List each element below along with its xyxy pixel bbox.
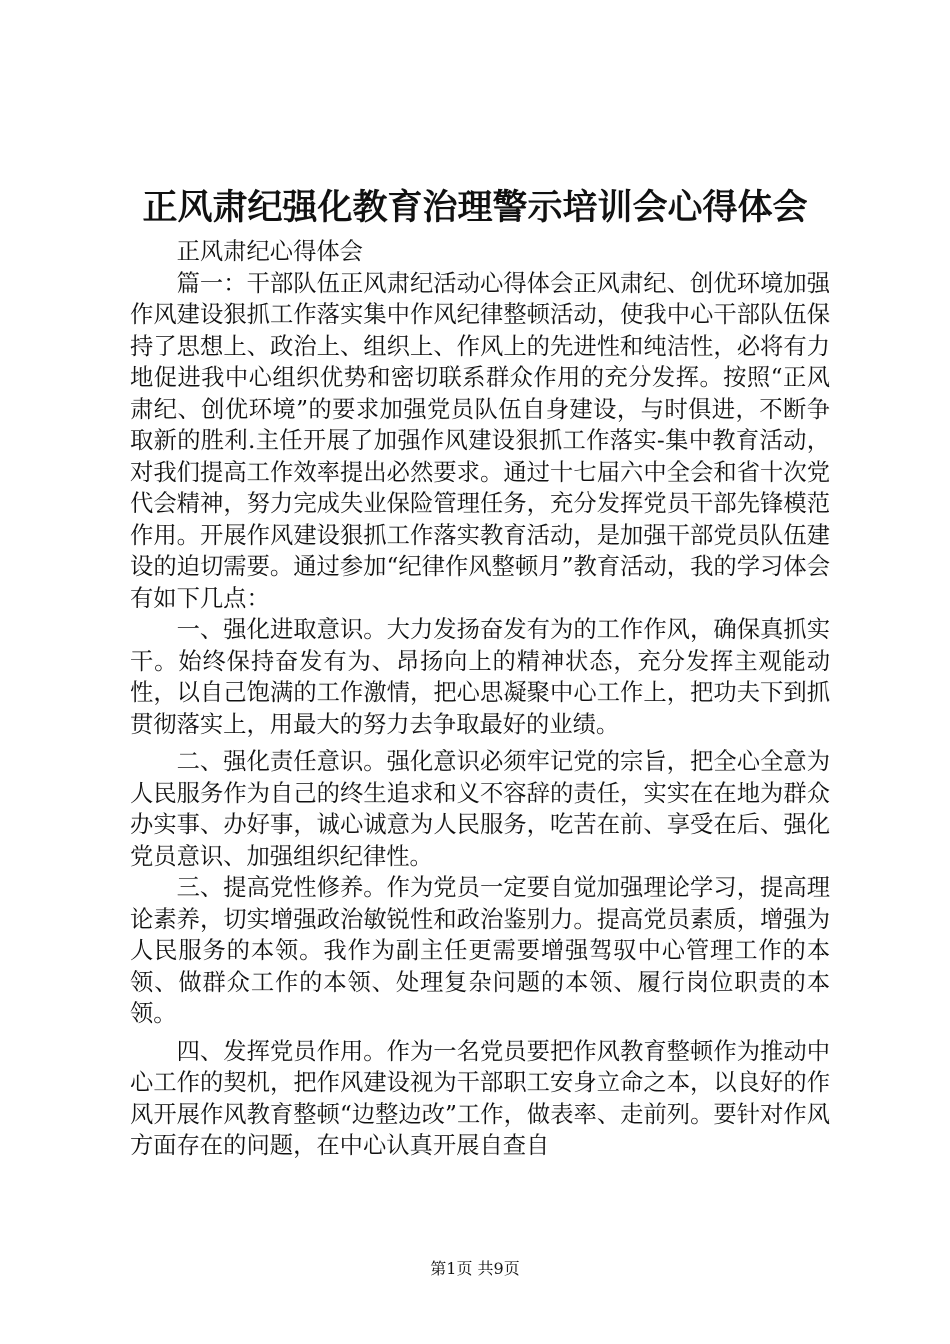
paragraph-point-2: 二、强化责任意识。强化意识必须牢记党的宗旨，把全心全意为人民服务作为自己的终生追求和义不容辞的责任，实实在在地为群众办实事、办好事，诚心诚意为人民服务，吃苦在前、享受在后、强化党员意识、加强组织纪律性。: [130, 748, 830, 870]
paragraph-point-1: 一、强化进取意识。大力发扬奋发有为的工作作风，确保真抓实干。始终保持奋发有为、昂扬向上的精神状态，充分发挥主观能动性，以自己饱满的工作激情，把心思凝聚中心工作上，把功夫下到抓贯彻落实上，用最大的努力去争取最好的业绩。: [130, 616, 830, 738]
paragraph-intro: 篇一：干部队伍正风肃纪活动心得体会正风肃纪、创优环境加强作风建设狠抓工作落实集中作风纪律整顿活动，使我中心干部队伍保持了思想上、政治上、组织上、作风上的先进性和纯洁性，必将有力地促进我中心组织优势和密切联系群众作用的充分发挥。按照“正风肃纪、创优环境”的要求加强党员队伍自身建设，与时俱进，不断争取新的胜利.主任开展了加强作风建设狠抓工作落实-集中教育活动，对我们提高工作效率提出必然要求。通过十七届六中全会和省十次党代会精神，努力完成失业保险管理任务，充分发挥党员干部先锋模范作用。开展作风建设狠抓工作落实教育活动，是加强干部党员队伍建设的迫切需要。通过参加“纪律作风整顿月”教育活动，我的学习体会有如下几点：: [130, 269, 830, 612]
paragraph-point-4: 四、发挥党员作用。作为一名党员要把作风教育整顿作为推动中心工作的契机，把作风建设视为干部职工安身立命之本，以良好的作风开展作风教育整顿“边整边改”工作，做表率、走前列。要针对作风方面存在的问题，在中心认真开展自查自: [130, 1037, 830, 1159]
document-title: 正风肃纪强化教育治理警示培训会心得体会: [142, 187, 808, 228]
page-number-footer: 第1页 共9页: [430, 1259, 520, 1278]
document-body: [130, 236, 830, 1162]
paragraph-subtitle: 正风肃纪心得体会: [176, 238, 363, 265]
paragraph-point-3: 三、提高党性修养。作为党员一定要自觉加强理论学习，提高理论素养，切实增强政治敏锐性和政治鉴别力。提高党员素质，增强为人民服务的本领。我作为副主任更需要增强驾驭中心管理工作的本领、做群众工作的本领、处理复杂问题的本领、履行岗位职责的本领。: [130, 874, 830, 1027]
